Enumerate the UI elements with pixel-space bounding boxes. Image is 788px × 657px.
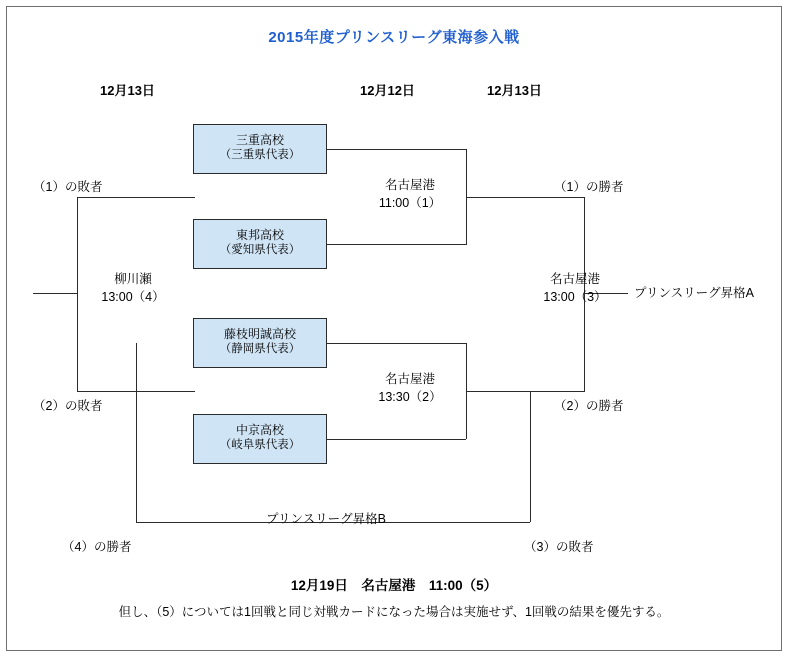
label-promotion-b: プリンスリーグ昇格B (266, 512, 386, 526)
note-winner-1: （1）の勝者 (554, 180, 624, 194)
note-winner-4: （4）の勝者 (62, 540, 132, 554)
match-venue: 名古屋港 (384, 178, 435, 192)
connector-line (77, 197, 195, 198)
connector-line (77, 197, 78, 392)
team-region: （静岡県代表） (219, 343, 301, 356)
connector-line (466, 391, 584, 392)
connector-line (327, 244, 466, 245)
team-region: （愛知県代表） (219, 244, 301, 257)
match-venue: 柳川瀬 (114, 272, 152, 286)
connector-line (327, 439, 466, 440)
match-4 (83, 269, 183, 305)
note-winner-2: （2）の勝者 (554, 399, 624, 413)
match-time: 13:00（3） (543, 290, 607, 304)
team-box-mie[interactable] (193, 124, 327, 174)
team-name: 藤枝明誠高校 (223, 327, 296, 341)
team-name: 東邦高校 (235, 228, 284, 242)
note-loser-2: （2）の敗者 (33, 399, 103, 413)
match-2 (360, 369, 460, 405)
team-name: 三重高校 (235, 133, 284, 147)
connector-line (327, 343, 466, 344)
page-title: 2015年度プリンスリーグ東海参入戦 (268, 29, 520, 46)
connector-line-loser-bracket (33, 293, 77, 294)
team-region: （岐阜県代表） (219, 439, 301, 452)
note-loser-3: （3）の敗者 (524, 540, 594, 554)
match-time: 13:00（4） (101, 290, 165, 304)
date-label-right: 12月13日 (487, 83, 542, 98)
footer-match-5: 12月19日 名古屋港 11:00（5） (290, 578, 498, 593)
team-region: （三重県代表） (219, 149, 301, 162)
match-time: 11:00（1） (378, 196, 442, 210)
connector-line (530, 391, 531, 522)
date-label-middle: 12月12日 (360, 83, 415, 98)
team-box-chukyo[interactable] (193, 414, 327, 464)
match-3 (525, 269, 625, 305)
date-label-left: 12月13日 (100, 83, 155, 98)
connector-line (327, 149, 466, 150)
note-loser-1: （1）の敗者 (33, 180, 103, 194)
team-box-toho[interactable] (193, 219, 327, 269)
connector-line (136, 343, 137, 522)
connector-line (466, 197, 584, 198)
label-promotion-a: プリンスリーグ昇格A (634, 286, 754, 300)
team-name: 中京高校 (235, 423, 284, 437)
match-time: 13:30（2） (378, 390, 442, 404)
match-venue: 名古屋港 (549, 272, 600, 286)
team-box-fujieda-meisei[interactable] (193, 318, 327, 368)
match-venue: 名古屋港 (384, 372, 435, 386)
footer-note: 但し、（5）については1回戦と同じ対戦カードになった場合は実施せず、1回戦の結果を優先する。 (118, 605, 670, 619)
match-1 (360, 175, 460, 211)
